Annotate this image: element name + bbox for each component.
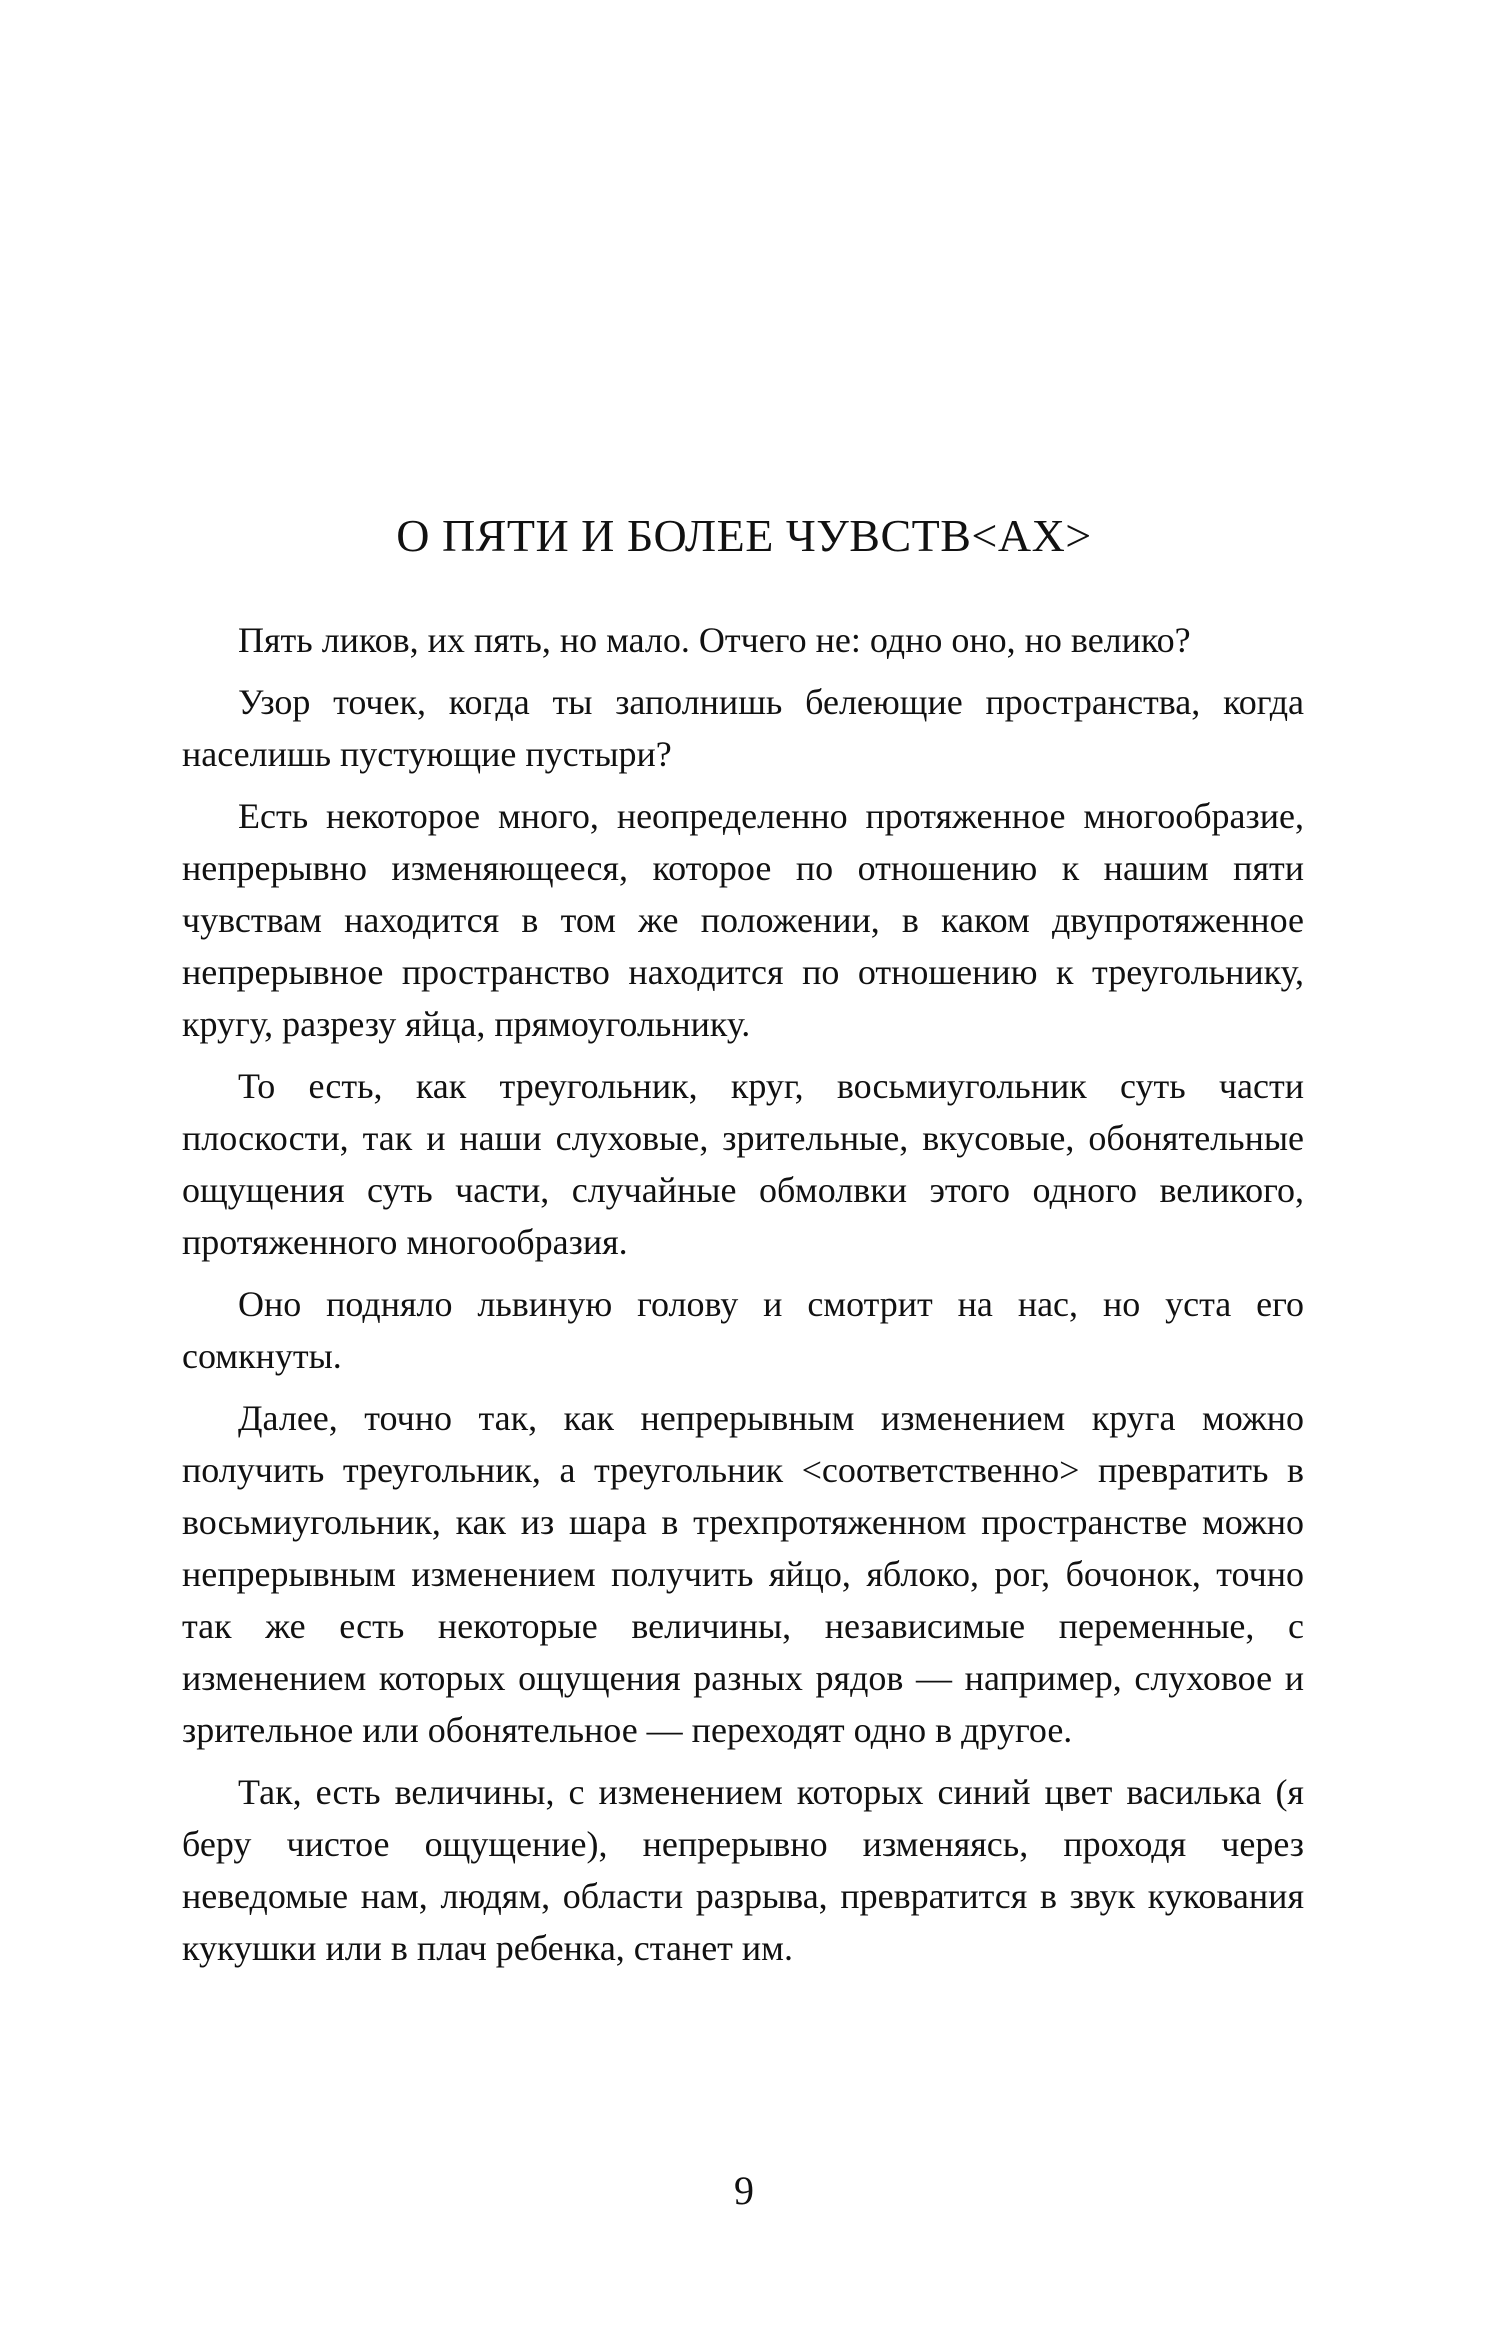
body-text [182,614,1304,1984]
paragraph-4: То есть, как треугольник, круг, восьмиугольник суть части плоскости, так и наши слуховые, зрительные, вкусовые, обонятельные ощущения суть части, случайные обмолвки этого одного великого, протяженного многообразия. [182,1066,1304,1262]
paragraph-1: Пять ликов, их пять, но мало. Отчего не: одно оно, но велико? [238,620,1191,660]
paragraph-2: Узор точек, когда ты заполнишь белеющие пространства, когда населишь пустующие пустыри? [182,682,1304,774]
paragraph-6: Далее, точно так, как непрерывным изменением круга можно получить треугольник, а треугольник <соответственно> превратить в восьмиугольник, как из шара в трехпротяженном пространстве можно непрерывным изменением получить яйцо, яблоко, рог, бочонок, точно так же есть некоторые величины, независимые переменные, с изменением которых ощущения разных рядов — например, слуховое и зрительное или обонятельное — переходят одно в другое. [182,1398,1304,1750]
paragraph-7: Так, есть величины, с изменением которых синий цвет василька (я беру чистое ощущение), непрерывно изменяясь, проходя через неведомые нам, людям, области разрыва, превратится в звук кукования кукушки или в плач ребенка, станет им. [182,1772,1304,1968]
paragraph-3: Есть некоторое много, неопределенно протяженное многообразие, непрерывно изменяющееся, которое по отношению к нашим пяти чувствам находится в том же положении, в каком двупротяженное непрерывное пространство находится по отношению к треугольнику, кругу, разрезу яйца, прямоугольнику. [182,796,1304,1044]
page-number: 9 [734,2168,754,2213]
chapter-title: О ПЯТИ И БОЛЕЕ ЧУВСТВ<АХ> [396,510,1092,561]
paragraph-5: Оно подняло львиную голову и смотрит на нас, но уста его сомкнуты. [182,1284,1304,1376]
